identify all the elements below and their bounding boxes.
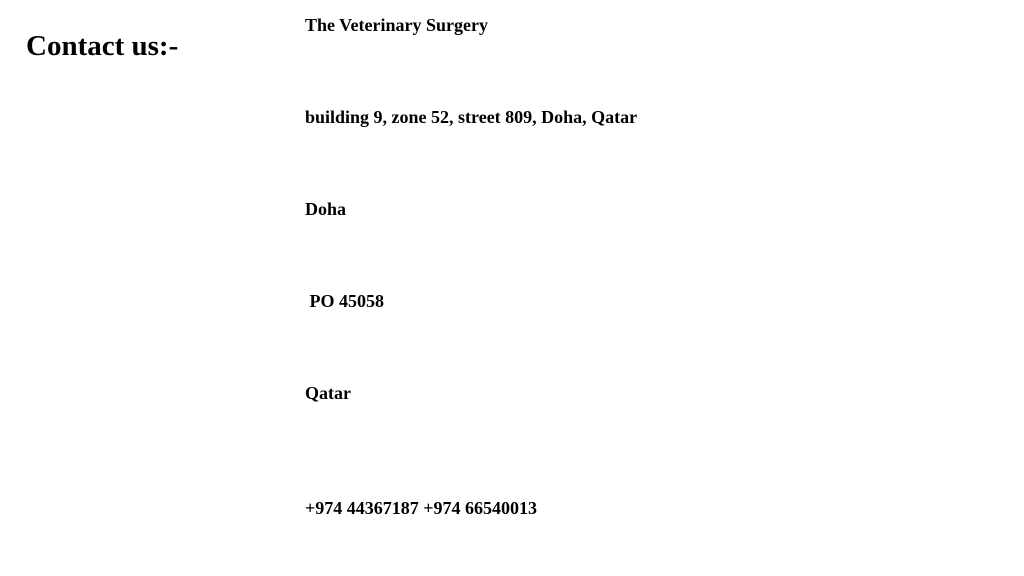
phone-numbers: +974 44367187 +974 66540013 [305, 498, 538, 518]
contact-details [305, 0, 1005, 576]
country: Qatar [305, 383, 351, 403]
street-address: building 9, zone 52, street 809, Doha, Qatar [305, 107, 638, 127]
page-heading: Contact us:- [26, 30, 179, 62]
business-name: The Veterinary Surgery [305, 15, 488, 35]
po-box: PO 45058 [305, 291, 384, 311]
city: Doha [305, 199, 347, 219]
